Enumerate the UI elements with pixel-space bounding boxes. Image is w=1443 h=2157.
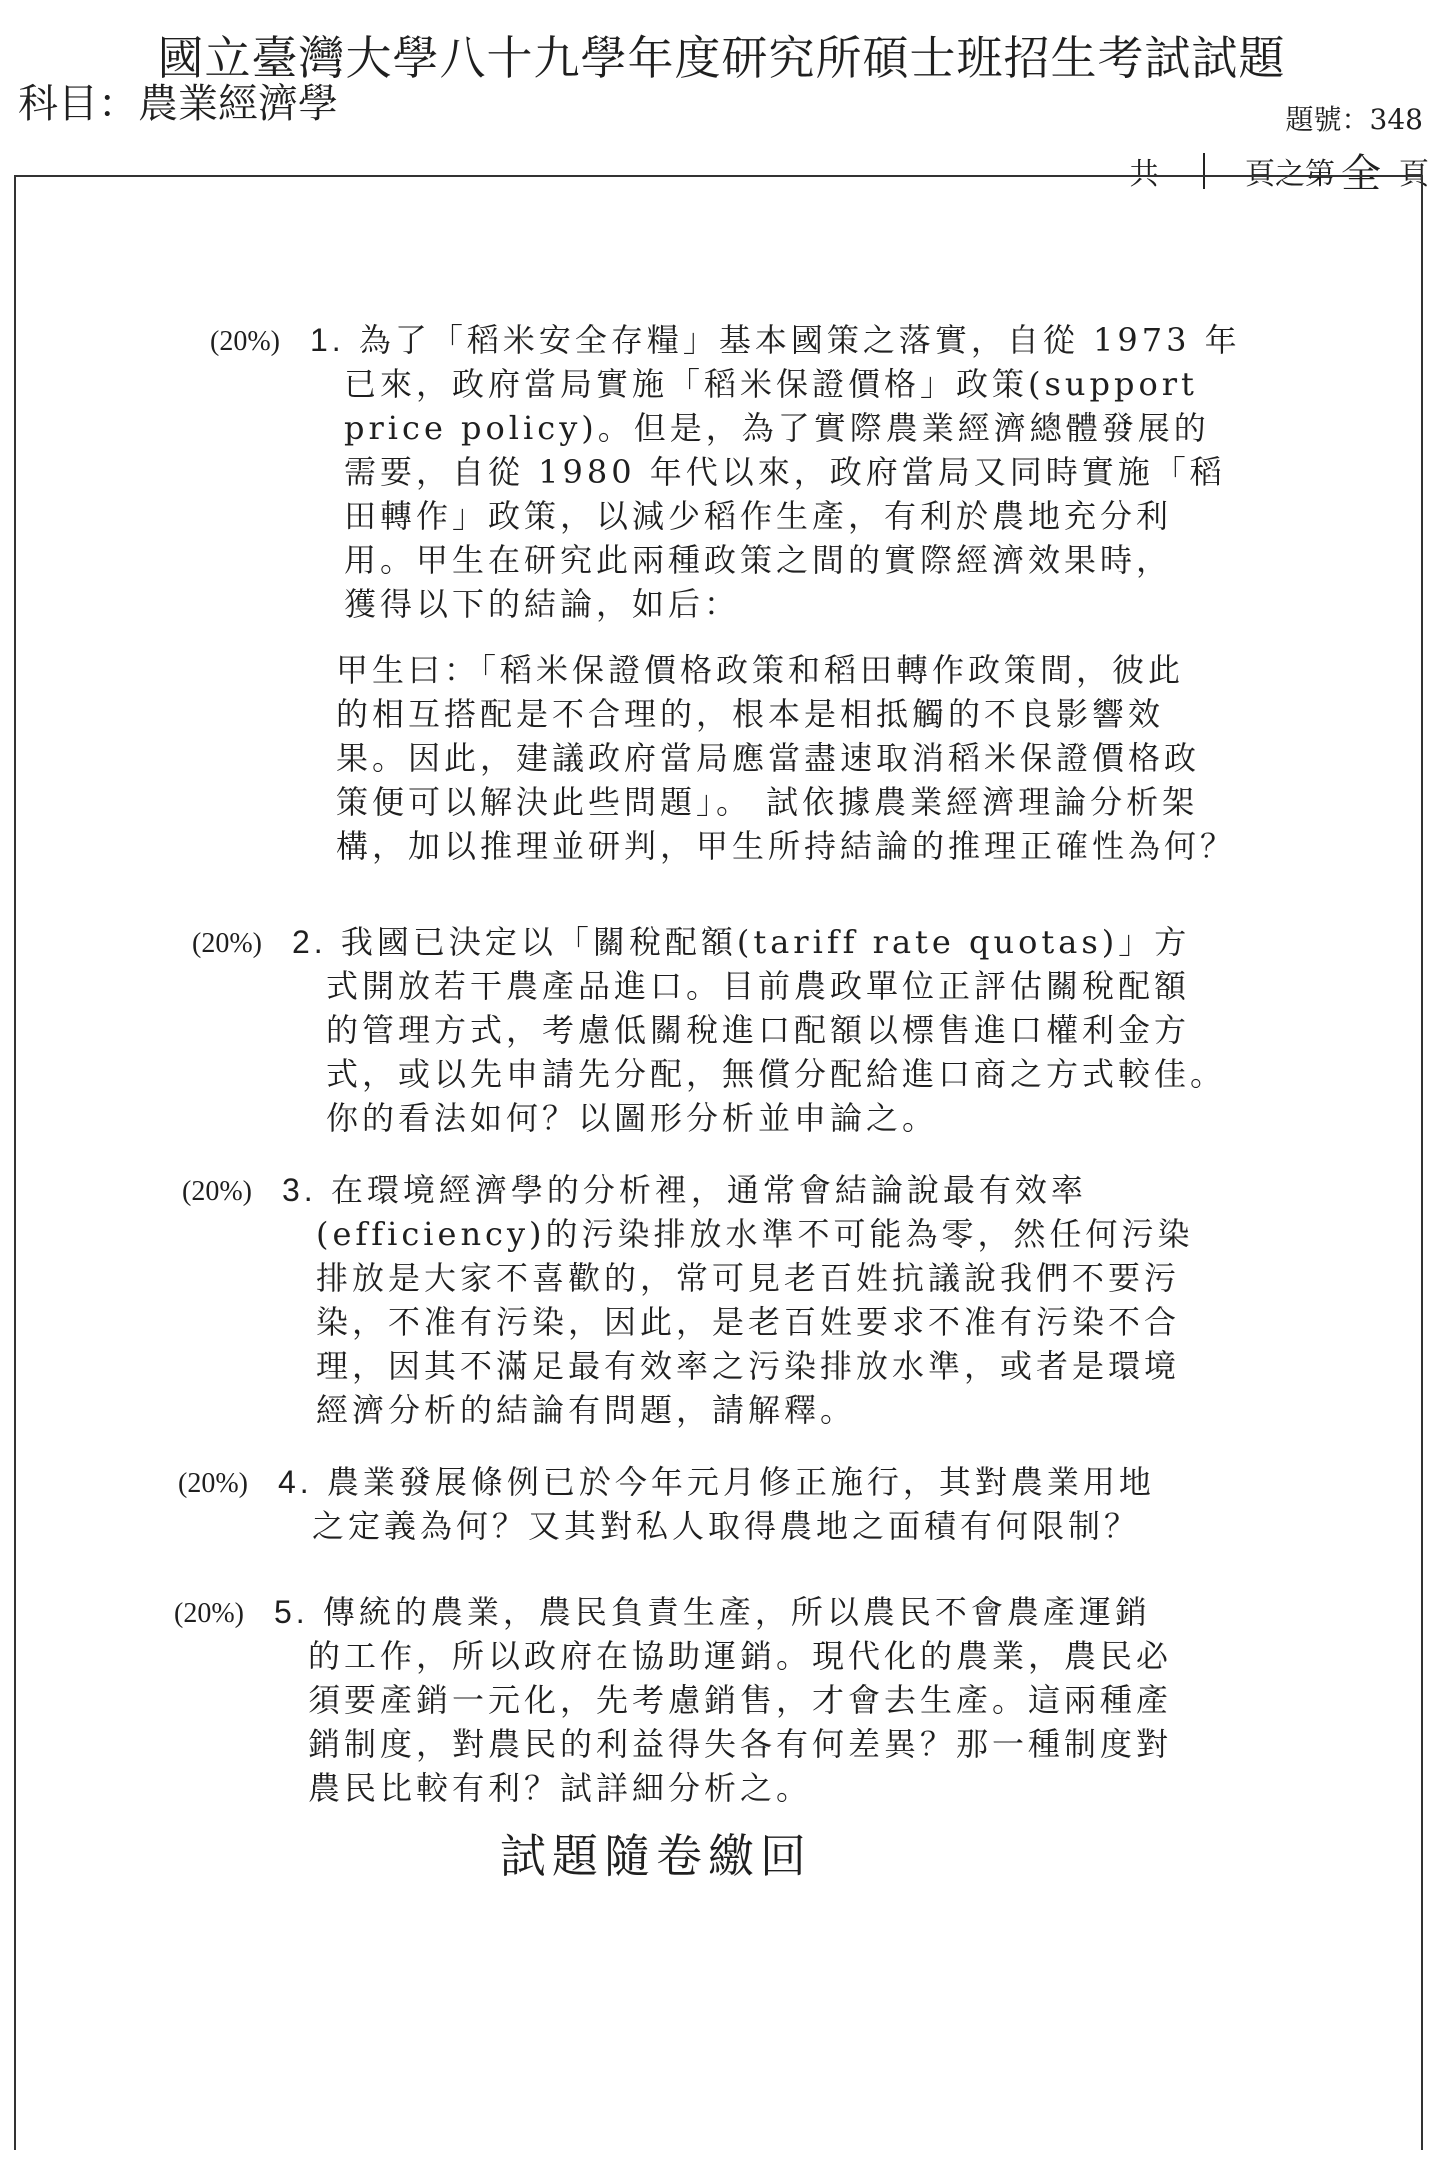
question-line: 的管理方式，考慮低關稅進口配額以標售進口權利金方	[326, 1011, 1191, 1049]
question-number: 3.	[282, 1172, 317, 1208]
question-weight: (20%)	[182, 1176, 252, 1207]
question-body	[282, 1168, 1194, 1432]
page-suffix: 頁	[1399, 156, 1429, 192]
question-continuation	[310, 362, 1241, 626]
quoted-conclusion	[310, 648, 1241, 868]
question-weight: (20%)	[192, 928, 262, 959]
quote-line: 果。因此，建議政府當局應當盡速取消稻米保證價格政	[336, 739, 1201, 777]
question-body	[292, 920, 1226, 1140]
closing-note: 試題隨卷繳回	[500, 1829, 812, 1883]
question-line: 田轉作」政策，以減少稻作生產，有利於農地充分利	[344, 497, 1173, 535]
question-line: 排放是大家不喜歡的，常可見老百姓抗議說我們不要污	[316, 1259, 1181, 1297]
question-line: 農民比較有利？試詳細分析之。	[308, 1769, 813, 1807]
question-line: 傳統的農業，農民負責生產，所以農民不會農產運銷	[322, 1593, 1151, 1631]
question-number: 2.	[292, 924, 327, 960]
quote-line: 策便可以解決此些問題」。 試依據農業經濟理論分析架	[336, 783, 1199, 821]
question-number: 1.	[310, 322, 345, 358]
quote-line: 甲生曰：「稻米保證價格政策和稻田轉作政策間，彼此	[336, 651, 1185, 689]
question-weight: (20%)	[210, 326, 280, 357]
question-line: 用。甲生在研究此兩種政策之間的實際經濟效果時，	[344, 541, 1173, 579]
question-number: 5.	[274, 1594, 309, 1630]
question-line: 理，因其不滿足最有效率之污染排放水準，或者是環境	[316, 1347, 1181, 1385]
question-continuation	[282, 1212, 1194, 1432]
question-line: 銷制度，對農民的利益得失各有何差異？那一種制度對	[308, 1725, 1173, 1763]
question-body	[278, 1460, 1155, 1548]
question-weight: (20%)	[174, 1598, 244, 1629]
question-line: 農業發展條例已於今年元月修正施行，其對農業用地	[326, 1463, 1155, 1501]
question-line: 式開放若干農產品進口。目前農政單位正評估關稅配額	[326, 967, 1191, 1005]
question-weight: (20%)	[178, 1468, 248, 1499]
page-value: 全	[1341, 151, 1381, 197]
page-total-label: 共	[1129, 156, 1159, 192]
question-line: 已來，政府當局實施「稻米保證價格」政策(support	[344, 365, 1198, 403]
question-continuation	[278, 1504, 1155, 1548]
exam-subject: 科目：農業經濟學	[18, 81, 338, 127]
question-line: 在環境經濟學的分析裡，通常會結論說最有效率	[330, 1171, 1087, 1209]
page-label: 頁之第	[1245, 156, 1335, 192]
question-continuation	[274, 1634, 1172, 1810]
page-title: 國立臺灣大學八十九學年度研究所碩士班招生考試試題	[157, 31, 1286, 85]
question-continuation	[292, 964, 1226, 1140]
question-body	[274, 1590, 1172, 1810]
question-number: 4.	[278, 1464, 313, 1500]
quote-line: 的相互搭配是不合理的，根本是相抵觸的不良影響效	[336, 695, 1165, 733]
question-line: 式，或以先申請先分配，無償分配給進口商之方式較佳。	[326, 1055, 1227, 1093]
question-body	[310, 318, 1241, 868]
question-line: price policy)。但是，為了實際農業經濟總體發展的	[344, 409, 1210, 447]
question-line: 的工作，所以政府在協助運銷。現代化的農業，農民必	[308, 1637, 1173, 1675]
question-line: (efficiency)的污染排放水準不可能為零，然任何污染	[316, 1215, 1194, 1253]
quote-line: 構，加以推理並研判，甲生所持結論的推理正確性為何？	[336, 827, 1237, 865]
question-line: 需要，自從 1980 年代以來，政府當局又同時實施「稻	[344, 453, 1226, 491]
question-line: 為了「稻米安全存糧」基本國策之落實，自從 1973 年	[358, 321, 1241, 359]
question-line: 之定義為何？又其對私人取得農地之面積有何限制？	[312, 1507, 1141, 1545]
question-line: 你的看法如何？以圖形分析並申論之。	[326, 1099, 939, 1137]
question-line: 我國已決定以「關稅配額(tariff rate quotas)」方	[340, 923, 1191, 961]
exam-number: 題號：348	[1285, 103, 1423, 136]
question-line: 染，不准有污染，因此，是老百姓要求不准有污染不合	[316, 1303, 1181, 1341]
question-line: 經濟分析的結論有問題，請解釋。	[316, 1391, 857, 1429]
question-line: 須要產銷一元化，先考慮銷售，才會去生產。這兩種產	[308, 1681, 1173, 1719]
question-line: 獲得以下的結論，如后：	[344, 585, 741, 623]
